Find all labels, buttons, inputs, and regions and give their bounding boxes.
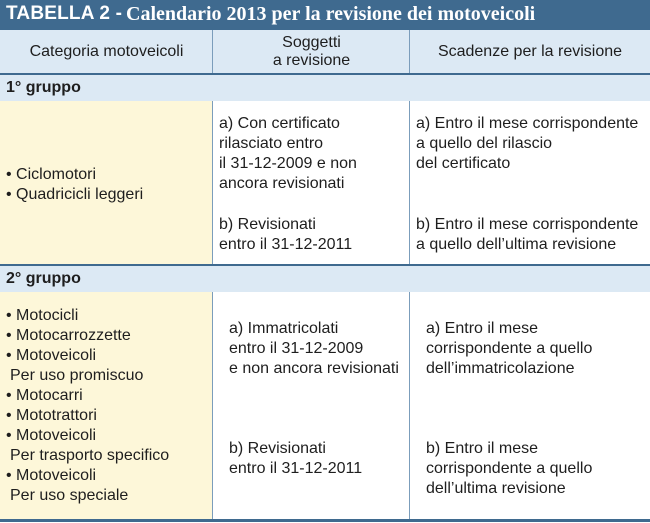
category-item: • Motocicli [6,307,79,324]
text-line: b) Entro il mese [426,440,539,457]
group-1-deadline-b [416,215,638,255]
category-item: • Motoveicoli [6,427,97,444]
text-line: a) Entro il mese [426,320,539,337]
column-divider [212,30,213,73]
group-2-deadline-a [426,319,592,379]
group-1-heading [0,75,650,101]
table-title: Calendario 2013 per la revisione dei motoveicoli [126,3,536,25]
text-line: b) Revisionati [229,440,326,457]
text-line: a) Immatricolati [229,320,339,337]
text-line: rilasciato entro [219,135,324,152]
text-line: corrispondente a quello [426,340,593,357]
text-line: e non ancora revisionati [229,360,399,377]
column-header-subjects-line: a revisione [272,51,351,69]
column-header-category [0,30,213,73]
group-2-heading [0,266,650,292]
group-2-name: 2° gruppo [6,270,81,287]
text-line: ancora revisionati [219,175,345,192]
column-divider [409,292,410,519]
category-item: • Motoveicoli [6,347,97,364]
group-1-name: 1° gruppo [6,79,81,96]
category-item: • Motocarrozzette [6,327,131,344]
text-line: del certificato [416,155,511,172]
column-header-subjects [213,30,410,73]
group-2-deadline-b [426,439,592,499]
text-line: a quello dell’ultima revisione [416,236,617,253]
category-item: • Quadricicli leggeri [6,186,144,203]
group-1-subject-a [219,114,357,194]
text-line: b) Revisionati [219,216,316,233]
category-item: • Ciclomotori [6,166,97,183]
group-1-categories [6,165,143,205]
text-line: il 31-12-2009 e non [219,155,357,172]
category-item: • Motoveicoli [6,467,97,484]
category-item: Per uso promiscuo [10,367,144,384]
text-line: dell’immatricolazione [426,360,575,377]
column-header-subjects-line: Soggetti [282,33,341,51]
text-line: a) Con certificato [219,115,340,132]
column-divider [212,292,213,519]
group-2-subject-a [229,319,399,379]
table-label: TABELLA 2 - [6,3,123,24]
text-line: a quello del rilascio [416,135,553,152]
text-line: entro il 31-12-2009 [229,340,364,357]
group-2-subject-b [229,439,362,479]
text-line: a) Entro il mese corrispondente [416,115,639,132]
category-item: • Motocarri [6,387,83,404]
group-1-subject-b [219,215,352,255]
column-divider [409,101,410,264]
group-2-categories [6,306,169,506]
column-header-category-label: Categoria motoveicoli [29,42,184,60]
category-item: Per trasporto specifico [10,447,170,464]
column-divider [212,101,213,264]
text-line: dell’ultima revisione [426,480,566,497]
group-1-deadline-a [416,114,638,174]
text-line: entro il 31-12-2011 [229,460,363,477]
text-line: corrispondente a quello [426,460,593,477]
column-header-deadlines-label: Scadenze per la revisione [437,42,623,60]
rule-table-bottom [0,519,650,522]
category-item: • Mototrattori [6,407,97,424]
column-header-deadlines [410,30,650,73]
category-item: Per uso speciale [10,487,129,504]
text-line: b) Entro il mese corrispondente [416,216,639,233]
text-line: entro il 31-12-2011 [219,236,353,253]
table-title-bar [0,0,650,30]
column-divider [409,30,410,73]
